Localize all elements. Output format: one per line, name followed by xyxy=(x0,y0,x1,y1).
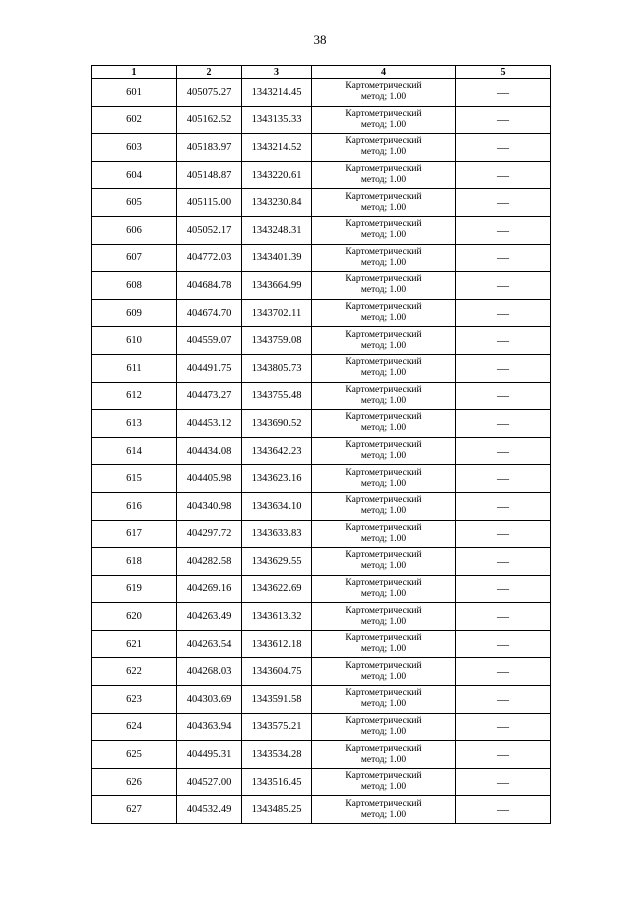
note-dash: — xyxy=(497,250,509,265)
table-row xyxy=(92,410,551,438)
note-dash: — xyxy=(497,84,509,99)
method-cell xyxy=(312,244,456,272)
table-row xyxy=(92,658,551,686)
point-number-cell: 615 xyxy=(92,465,177,493)
method-text-line2: метод; 1.00 xyxy=(360,754,407,765)
x-coordinate-cell: 404297.72 xyxy=(177,520,242,548)
method-text-line1: Картометрический xyxy=(345,246,422,257)
y-coordinate-cell: 1343642.23 xyxy=(242,437,312,465)
table-row xyxy=(92,244,551,272)
y-coordinate-cell: 1343690.52 xyxy=(242,410,312,438)
note-cell xyxy=(456,686,551,714)
table-body xyxy=(92,79,551,824)
method-text-line2: метод; 1.00 xyxy=(360,809,407,820)
y-coordinate-cell: 1343623.16 xyxy=(242,465,312,493)
table-row xyxy=(92,603,551,631)
note-dash: — xyxy=(497,443,509,458)
x-coordinate-cell: 404282.58 xyxy=(177,548,242,576)
x-coordinate-cell: 405162.52 xyxy=(177,106,242,134)
note-dash: — xyxy=(497,609,509,624)
method-text-line1: Картометрический xyxy=(345,798,422,809)
note-dash: — xyxy=(497,526,509,541)
note-cell xyxy=(456,216,551,244)
note-dash: — xyxy=(497,305,509,320)
x-coordinate-cell: 404684.78 xyxy=(177,272,242,300)
method-cell xyxy=(312,465,456,493)
x-coordinate-cell: 404434.08 xyxy=(177,437,242,465)
column-header-2: 2 xyxy=(177,66,242,79)
x-coordinate-cell: 404263.49 xyxy=(177,603,242,631)
method-cell xyxy=(312,272,456,300)
table-row xyxy=(92,79,551,107)
method-text-line1: Картометрический xyxy=(345,771,422,782)
method-text-line1: Картометрический xyxy=(345,660,422,671)
y-coordinate-cell: 1343485.25 xyxy=(242,796,312,824)
table-row xyxy=(92,354,551,382)
table-header-row xyxy=(92,66,551,79)
coordinates-table xyxy=(91,65,551,824)
method-text-line1: Картометрический xyxy=(345,191,422,202)
method-cell xyxy=(312,658,456,686)
method-text-line2: метод; 1.00 xyxy=(360,257,407,268)
method-text-line1: Картометрический xyxy=(345,522,422,533)
method-text-line1: Картометрический xyxy=(345,467,422,478)
method-cell xyxy=(312,327,456,355)
point-number-cell: 624 xyxy=(92,713,177,741)
table-row xyxy=(92,686,551,714)
note-dash: — xyxy=(497,222,509,237)
x-coordinate-cell: 404263.54 xyxy=(177,630,242,658)
method-text-line1: Картометрический xyxy=(345,577,422,588)
column-header-1: 1 xyxy=(92,66,177,79)
method-text-line1: Картометрический xyxy=(345,550,422,561)
point-number-cell: 606 xyxy=(92,216,177,244)
method-cell xyxy=(312,299,456,327)
note-dash: — xyxy=(497,636,509,651)
note-cell xyxy=(456,134,551,162)
point-number-cell: 611 xyxy=(92,354,177,382)
y-coordinate-cell: 1343214.45 xyxy=(242,79,312,107)
y-coordinate-cell: 1343220.61 xyxy=(242,161,312,189)
method-text-line2: метод; 1.00 xyxy=(360,313,407,324)
y-coordinate-cell: 1343401.39 xyxy=(242,244,312,272)
x-coordinate-cell: 404491.75 xyxy=(177,354,242,382)
method-text-line2: метод; 1.00 xyxy=(360,782,407,793)
note-cell xyxy=(456,382,551,410)
point-number-cell: 601 xyxy=(92,79,177,107)
point-number-cell: 625 xyxy=(92,741,177,769)
note-cell xyxy=(456,437,551,465)
method-cell xyxy=(312,354,456,382)
method-text-line2: метод; 1.00 xyxy=(360,147,407,158)
method-text-line2: метод; 1.00 xyxy=(360,561,407,572)
point-number-cell: 603 xyxy=(92,134,177,162)
note-cell xyxy=(456,603,551,631)
method-cell xyxy=(312,520,456,548)
x-coordinate-cell: 404303.69 xyxy=(177,686,242,714)
note-cell xyxy=(456,741,551,769)
table-row xyxy=(92,768,551,796)
method-text-line1: Картометрический xyxy=(345,329,422,340)
point-number-cell: 607 xyxy=(92,244,177,272)
table-row xyxy=(92,272,551,300)
note-cell xyxy=(456,79,551,107)
note-cell xyxy=(456,520,551,548)
table-row xyxy=(92,465,551,493)
method-cell xyxy=(312,796,456,824)
point-number-cell: 616 xyxy=(92,492,177,520)
note-cell xyxy=(456,575,551,603)
x-coordinate-cell: 405148.87 xyxy=(177,161,242,189)
method-text-line2: метод; 1.00 xyxy=(360,340,407,351)
point-number-cell: 612 xyxy=(92,382,177,410)
table-row xyxy=(92,492,551,520)
note-cell xyxy=(456,768,551,796)
table-row xyxy=(92,134,551,162)
note-dash: — xyxy=(497,360,509,375)
method-text-line1: Картометрический xyxy=(345,274,422,285)
method-text-line2: метод; 1.00 xyxy=(360,175,407,186)
y-coordinate-cell: 1343664.99 xyxy=(242,272,312,300)
method-cell xyxy=(312,410,456,438)
method-cell xyxy=(312,106,456,134)
x-coordinate-cell: 404453.12 xyxy=(177,410,242,438)
table-row xyxy=(92,713,551,741)
note-cell xyxy=(456,410,551,438)
note-dash: — xyxy=(497,719,509,734)
note-dash: — xyxy=(497,277,509,292)
method-text-line1: Картометрический xyxy=(345,412,422,423)
y-coordinate-cell: 1343613.32 xyxy=(242,603,312,631)
method-text-line2: метод; 1.00 xyxy=(360,671,407,682)
table-row xyxy=(92,575,551,603)
x-coordinate-cell: 404405.98 xyxy=(177,465,242,493)
note-dash: — xyxy=(497,802,509,817)
x-coordinate-cell: 404340.98 xyxy=(177,492,242,520)
y-coordinate-cell: 1343135.33 xyxy=(242,106,312,134)
method-text-line1: Картометрический xyxy=(345,302,422,313)
method-cell xyxy=(312,134,456,162)
y-coordinate-cell: 1343604.75 xyxy=(242,658,312,686)
table-row xyxy=(92,437,551,465)
method-text-line2: метод; 1.00 xyxy=(360,533,407,544)
method-text-line2: метод; 1.00 xyxy=(360,230,407,241)
method-text-line2: метод; 1.00 xyxy=(360,368,407,379)
note-dash: — xyxy=(497,691,509,706)
x-coordinate-cell: 404269.16 xyxy=(177,575,242,603)
method-text-line1: Картометрический xyxy=(345,495,422,506)
method-cell xyxy=(312,741,456,769)
table-row xyxy=(92,216,551,244)
note-cell xyxy=(456,713,551,741)
y-coordinate-cell: 1343634.10 xyxy=(242,492,312,520)
note-dash: — xyxy=(497,664,509,679)
table-row xyxy=(92,630,551,658)
note-cell xyxy=(456,548,551,576)
method-cell xyxy=(312,79,456,107)
point-number-cell: 602 xyxy=(92,106,177,134)
note-cell xyxy=(456,658,551,686)
method-text-line2: метод; 1.00 xyxy=(360,616,407,627)
method-cell xyxy=(312,768,456,796)
x-coordinate-cell: 404674.70 xyxy=(177,299,242,327)
point-number-cell: 605 xyxy=(92,189,177,217)
table-row xyxy=(92,520,551,548)
method-text-line2: метод; 1.00 xyxy=(360,92,407,103)
x-coordinate-cell: 404268.03 xyxy=(177,658,242,686)
note-dash: — xyxy=(497,139,509,154)
note-cell xyxy=(456,272,551,300)
method-text-line1: Картометрический xyxy=(345,633,422,644)
method-text-line2: метод; 1.00 xyxy=(360,726,407,737)
method-cell xyxy=(312,603,456,631)
method-text-line2: метод; 1.00 xyxy=(360,478,407,489)
y-coordinate-cell: 1343633.83 xyxy=(242,520,312,548)
x-coordinate-cell: 404772.03 xyxy=(177,244,242,272)
point-number-cell: 626 xyxy=(92,768,177,796)
point-number-cell: 623 xyxy=(92,686,177,714)
column-header-4: 4 xyxy=(312,66,456,79)
y-coordinate-cell: 1343214.52 xyxy=(242,134,312,162)
note-dash: — xyxy=(497,553,509,568)
y-coordinate-cell: 1343591.58 xyxy=(242,686,312,714)
method-text-line2: метод; 1.00 xyxy=(360,285,407,296)
note-dash: — xyxy=(497,167,509,182)
method-cell xyxy=(312,630,456,658)
method-text-line1: Картометрический xyxy=(345,81,422,92)
y-coordinate-cell: 1343629.55 xyxy=(242,548,312,576)
note-cell xyxy=(456,106,551,134)
method-text-line2: метод; 1.00 xyxy=(360,588,407,599)
point-number-cell: 609 xyxy=(92,299,177,327)
method-cell xyxy=(312,437,456,465)
note-dash: — xyxy=(497,471,509,486)
note-dash: — xyxy=(497,388,509,403)
note-cell xyxy=(456,465,551,493)
method-text-line2: метод; 1.00 xyxy=(360,423,407,434)
table-row xyxy=(92,741,551,769)
note-dash: — xyxy=(497,747,509,762)
method-cell xyxy=(312,216,456,244)
method-cell xyxy=(312,161,456,189)
method-text-line1: Картометрический xyxy=(345,164,422,175)
note-dash: — xyxy=(497,774,509,789)
point-number-cell: 622 xyxy=(92,658,177,686)
page-number: 38 xyxy=(313,32,327,47)
method-text-line2: метод; 1.00 xyxy=(360,451,407,462)
x-coordinate-cell: 404473.27 xyxy=(177,382,242,410)
method-cell xyxy=(312,548,456,576)
note-dash: — xyxy=(497,498,509,513)
y-coordinate-cell: 1343575.21 xyxy=(242,713,312,741)
method-text-line2: метод; 1.00 xyxy=(360,202,407,213)
note-cell xyxy=(456,492,551,520)
method-text-line1: Картометрический xyxy=(345,357,422,368)
y-coordinate-cell: 1343612.18 xyxy=(242,630,312,658)
x-coordinate-cell: 405052.17 xyxy=(177,216,242,244)
y-coordinate-cell: 1343622.69 xyxy=(242,575,312,603)
table-row xyxy=(92,299,551,327)
method-cell xyxy=(312,382,456,410)
method-text-line1: Картометрический xyxy=(345,743,422,754)
method-text-line2: метод; 1.00 xyxy=(360,395,407,406)
point-number-cell: 619 xyxy=(92,575,177,603)
note-cell xyxy=(456,189,551,217)
method-text-line1: Картометрический xyxy=(345,384,422,395)
note-cell xyxy=(456,327,551,355)
note-cell xyxy=(456,244,551,272)
column-header-5: 5 xyxy=(456,66,551,79)
x-coordinate-cell: 404532.49 xyxy=(177,796,242,824)
point-number-cell: 604 xyxy=(92,161,177,189)
method-cell xyxy=(312,686,456,714)
method-text-line1: Картометрический xyxy=(345,605,422,616)
column-header-3: 3 xyxy=(242,66,312,79)
x-coordinate-cell: 404495.31 xyxy=(177,741,242,769)
table-row xyxy=(92,548,551,576)
y-coordinate-cell: 1343759.08 xyxy=(242,327,312,355)
method-text-line1: Картометрический xyxy=(345,440,422,451)
method-text-line2: метод; 1.00 xyxy=(360,506,407,517)
note-cell xyxy=(456,630,551,658)
method-cell xyxy=(312,713,456,741)
note-cell xyxy=(456,796,551,824)
note-cell xyxy=(456,354,551,382)
note-dash: — xyxy=(497,581,509,596)
x-coordinate-cell: 404559.07 xyxy=(177,327,242,355)
point-number-cell: 621 xyxy=(92,630,177,658)
table-row xyxy=(92,161,551,189)
x-coordinate-cell: 405075.27 xyxy=(177,79,242,107)
note-dash: — xyxy=(497,112,509,127)
table-row xyxy=(92,382,551,410)
table-row xyxy=(92,106,551,134)
method-text-line1: Картометрический xyxy=(345,715,422,726)
method-text-line1: Картометрический xyxy=(345,108,422,119)
y-coordinate-cell: 1343755.48 xyxy=(242,382,312,410)
method-cell xyxy=(312,492,456,520)
method-text-line1: Картометрический xyxy=(345,688,422,699)
point-number-cell: 608 xyxy=(92,272,177,300)
y-coordinate-cell: 1343516.45 xyxy=(242,768,312,796)
method-text-line2: метод; 1.00 xyxy=(360,644,407,655)
note-cell xyxy=(456,161,551,189)
x-coordinate-cell: 404363.94 xyxy=(177,713,242,741)
table-row xyxy=(92,327,551,355)
x-coordinate-cell: 405183.97 xyxy=(177,134,242,162)
method-text-line2: метод; 1.00 xyxy=(360,699,407,710)
y-coordinate-cell: 1343805.73 xyxy=(242,354,312,382)
method-cell xyxy=(312,189,456,217)
point-number-cell: 614 xyxy=(92,437,177,465)
x-coordinate-cell: 405115.00 xyxy=(177,189,242,217)
point-number-cell: 617 xyxy=(92,520,177,548)
point-number-cell: 610 xyxy=(92,327,177,355)
point-number-cell: 620 xyxy=(92,603,177,631)
y-coordinate-cell: 1343230.84 xyxy=(242,189,312,217)
point-number-cell: 618 xyxy=(92,548,177,576)
table-row xyxy=(92,189,551,217)
method-cell xyxy=(312,575,456,603)
note-cell xyxy=(456,299,551,327)
method-text-line1: Картометрический xyxy=(345,136,422,147)
note-dash: — xyxy=(497,333,509,348)
note-dash: — xyxy=(497,195,509,210)
y-coordinate-cell: 1343534.28 xyxy=(242,741,312,769)
point-number-cell: 613 xyxy=(92,410,177,438)
x-coordinate-cell: 404527.00 xyxy=(177,768,242,796)
table-row xyxy=(92,796,551,824)
note-dash: — xyxy=(497,415,509,430)
method-text-line1: Картометрический xyxy=(345,219,422,230)
y-coordinate-cell: 1343248.31 xyxy=(242,216,312,244)
y-coordinate-cell: 1343702.11 xyxy=(242,299,312,327)
point-number-cell: 627 xyxy=(92,796,177,824)
method-text-line2: метод; 1.00 xyxy=(360,119,407,130)
